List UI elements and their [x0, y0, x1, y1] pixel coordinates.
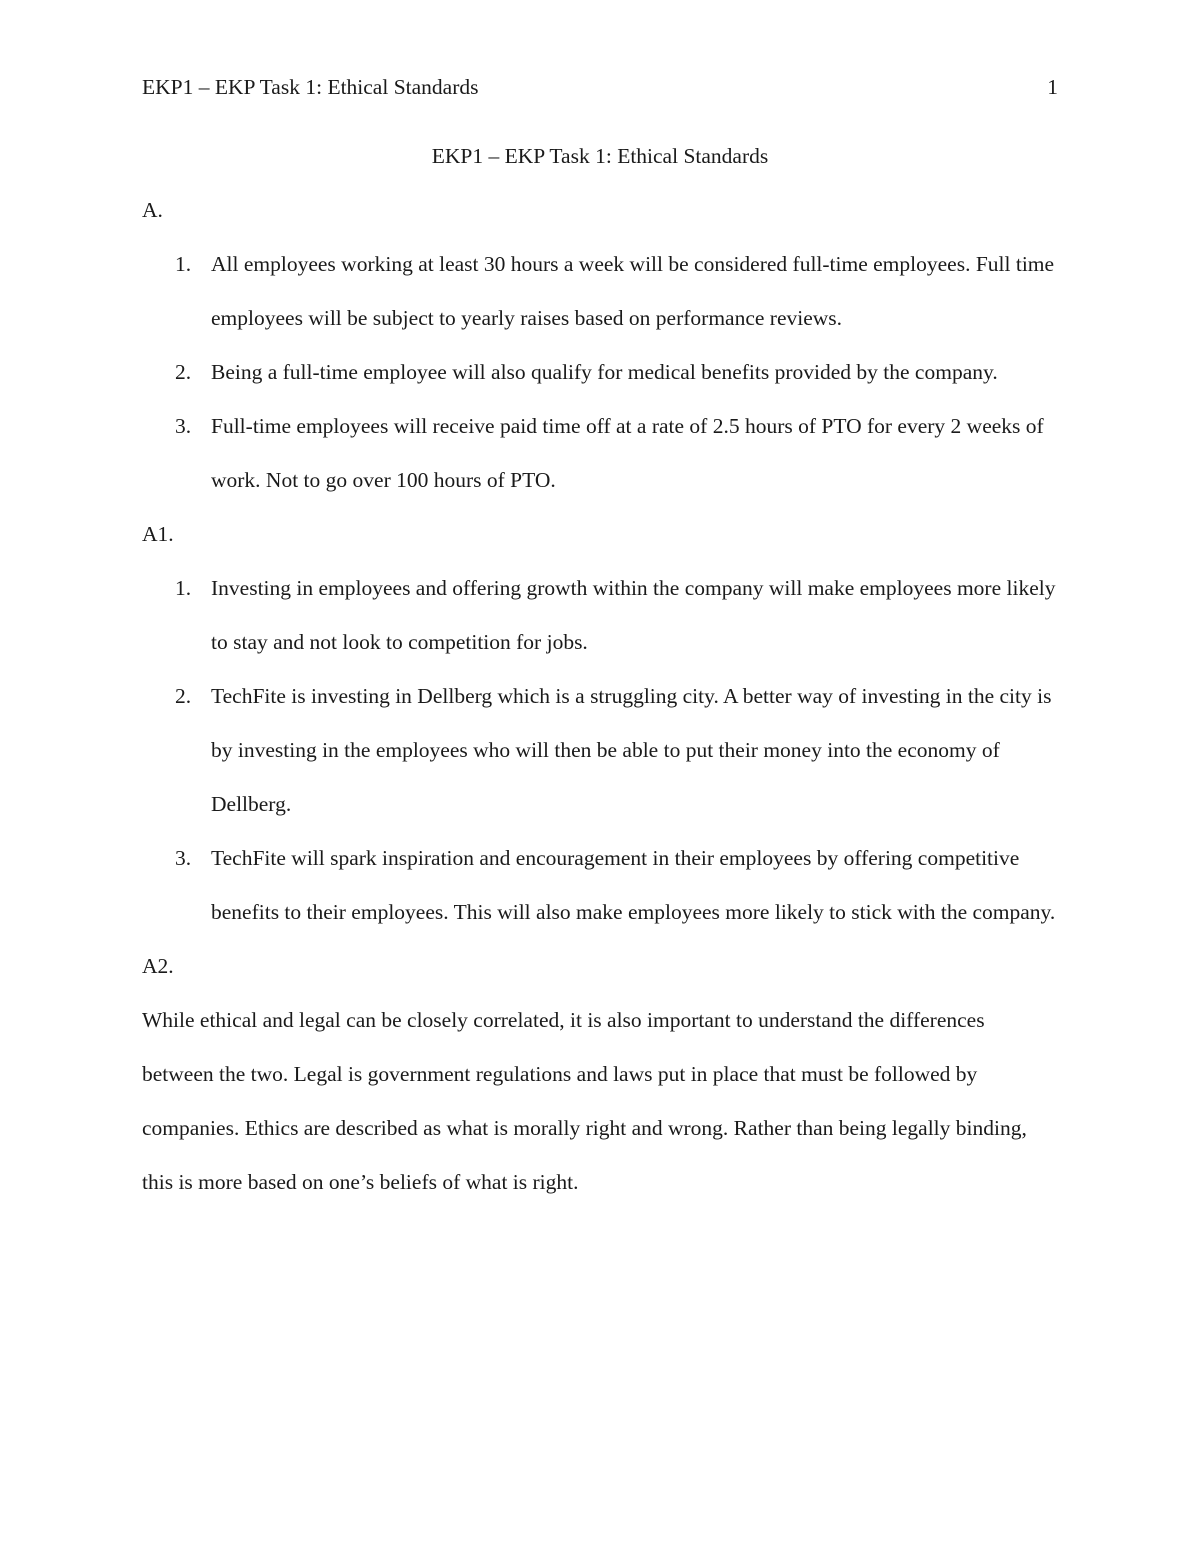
document-title: EKP1 – EKP Task 1: Ethical Standards: [431, 144, 769, 168]
section-a1-list: [142, 561, 1058, 939]
header-title: EKP1 – EKP Task 1: Ethical Standards: [142, 75, 479, 99]
running-header: [142, 72, 1058, 102]
list-item-number: 3.: [175, 846, 192, 870]
list-item-text: Investing in employees and offering growth within the company will make employees more likely to stay and not look to competition for jobs.: [211, 576, 1056, 654]
list-item: [142, 399, 1058, 507]
list-item-text: Full-time employees will receive paid time off at a rate of 2.5 hours of PTO for every 2 weeks of work. Not to go over 100 hours of PTO.: [211, 414, 1044, 492]
list-item-text: TechFite will spark inspiration and encouragement in their employees by offering competitive benefits to their employees. This will also make employees more likely to stick with the company.: [211, 846, 1056, 924]
section-label-a: A.: [142, 198, 163, 222]
list-item-text: Being a full-time employee will also qualify for medical benefits provided by the company.: [211, 360, 998, 384]
section-label-a2: A2.: [142, 954, 174, 978]
list-item-text: TechFite is investing in Dellberg which is a struggling city. A better way of investing in the city is by investing in the employees who will then be able to put their money into the economy of Dellberg.: [211, 684, 1052, 816]
section-label-a1: A1.: [142, 522, 174, 546]
list-item-number: 1.: [175, 252, 192, 276]
document-body: [142, 129, 1058, 1209]
list-item-number: 1.: [175, 576, 192, 600]
list-item: [142, 345, 1058, 399]
list-item-number: 3.: [175, 414, 192, 438]
section-a-list: [142, 237, 1058, 507]
list-item: [142, 831, 1058, 939]
list-item-text: All employees working at least 30 hours a week will be considered full-time employees. Full time employees will be subject to yearly raises based on performance reviews.: [211, 252, 1055, 330]
list-item-number: 2.: [175, 360, 192, 384]
list-item: [142, 561, 1058, 669]
page-number: 1: [1047, 75, 1058, 99]
list-item-number: 2.: [175, 684, 192, 708]
list-item: [142, 669, 1058, 831]
section-a2-paragraph: While ethical and legal can be closely correlated, it is also important to understand the differences between the two. Legal is government regulations and laws put in place that must be followed by companies. Ethics are described as what is morally right and wrong. Rather than being legally binding, this is more based on one’s beliefs of what is right.: [142, 1008, 1027, 1194]
list-item: [142, 237, 1058, 345]
